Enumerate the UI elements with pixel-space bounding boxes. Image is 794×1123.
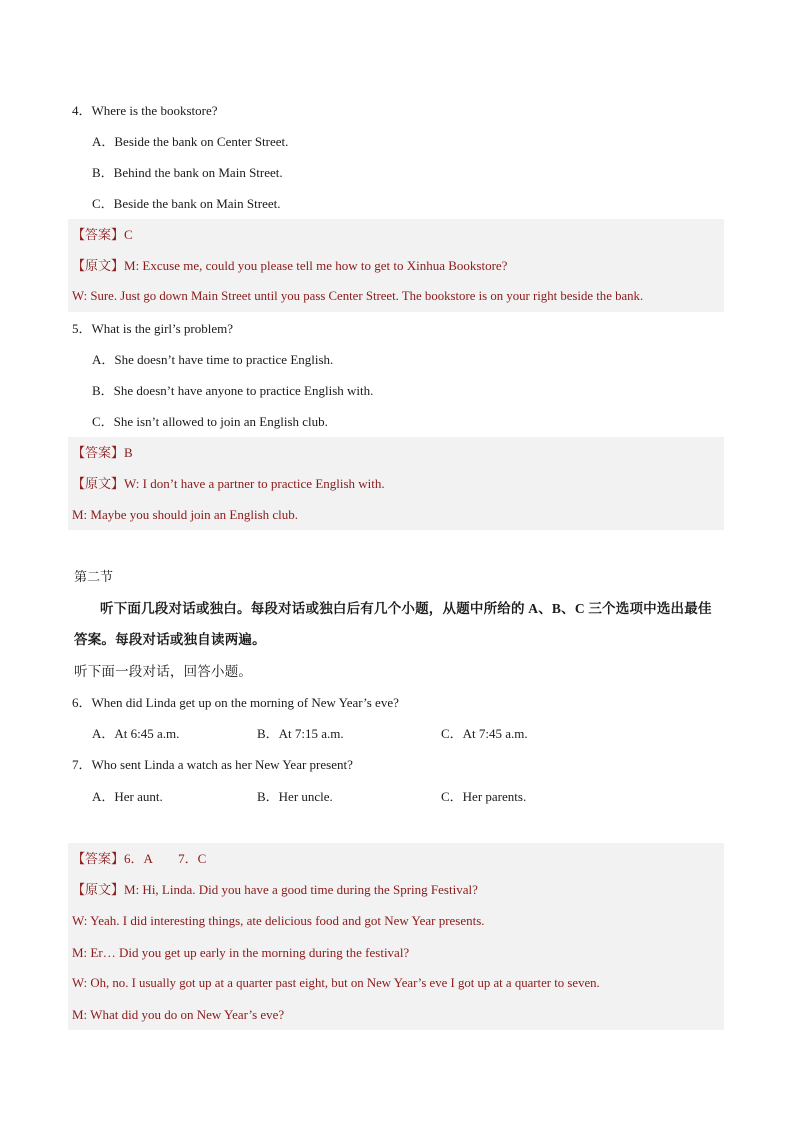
- script-line: W: I don’t have a partner to practice English with.: [124, 476, 385, 491]
- answer-value: B: [124, 445, 133, 460]
- answer-tag: 【答案】: [72, 445, 125, 460]
- dialogue-intro: 听下面一段对话，回答小题。: [74, 664, 253, 679]
- script-tag: 【原文】: [72, 476, 125, 491]
- question-4: 4．Where is the bookstore?: [72, 103, 218, 118]
- q6-option-a: A．At 6:45 a.m.: [92, 726, 180, 741]
- script-tag: 【原文】: [72, 882, 125, 897]
- q4-option-a: A．Beside the bank on Center Street.: [92, 134, 289, 149]
- q4-option-c: C．Beside the bank on Main Street.: [92, 196, 281, 211]
- q4-option-b: B．Behind the bank on Main Street.: [92, 165, 283, 180]
- q5-option-b: B．She doesn’t have anyone to practice English with.: [92, 383, 374, 398]
- script-line: M: Excuse me, could you please tell me how to get to Xinhua Bookstore?: [124, 258, 508, 273]
- section-instructions-1: 听下面几段对话或独白。每段对话或独白后有几个小题，从题中所给的 A、B、C 三个选项中选出最佳: [100, 601, 712, 616]
- script-line: M: Hi, Linda. Did you have a good time during the Spring Festival?: [124, 882, 478, 897]
- q67-script-5: M: What did you do on New Year’s eve?: [72, 1007, 285, 1022]
- answer-value: 6．A 7．C: [124, 851, 207, 866]
- q67-script-3: M: Er… Did you get up early in the morning during the festival?: [72, 945, 410, 960]
- answer-tag: 【答案】: [72, 851, 125, 866]
- q6-option-b: B．At 7:15 a.m.: [257, 726, 344, 741]
- q67-script-2: W: Yeah. I did interesting things, ate delicious food and got New Year presents.: [72, 913, 485, 928]
- q67-answer: [72, 843, 206, 874]
- q67-script-4: W: Oh, no. I usually got up at a quarter past eight, but on New Year’s eve I got up at a quarter to seven.: [72, 976, 600, 990]
- section-title: 第二节: [74, 569, 114, 584]
- answer-tag: 【答案】: [72, 227, 125, 242]
- section-instructions-2: 答案。每段对话或独自读两遍。: [74, 632, 266, 647]
- q7-option-c: C．Her parents.: [441, 789, 527, 804]
- q5-answer: [72, 437, 133, 468]
- q5-script-2: M: Maybe you should join an English club.: [72, 507, 299, 522]
- q67-script-1: [72, 874, 478, 905]
- question-6: 6．When did Linda get up on the morning of New Year’s eve?: [72, 695, 399, 710]
- q4-script-2: W: Sure. Just go down Main Street until you pass Center Street. The bookstore is on your right beside the bank.: [72, 289, 644, 303]
- q5-script-1: [72, 468, 385, 499]
- question-5: 5．What is the girl’s problem?: [72, 321, 234, 336]
- q6-option-c: C．At 7:45 a.m.: [441, 726, 528, 741]
- q7-option-b: B．Her uncle.: [257, 789, 333, 804]
- q5-option-c: C．She isn’t allowed to join an English club.: [92, 414, 328, 429]
- script-tag: 【原文】: [72, 258, 125, 273]
- question-7: 7．Who sent Linda a watch as her New Year present?: [72, 757, 353, 772]
- answer-value: C: [124, 227, 133, 242]
- q7-option-a: A．Her aunt.: [92, 789, 163, 804]
- q4-answer: [72, 219, 133, 250]
- q4-script-1: [72, 250, 507, 281]
- q5-option-a: A．She doesn’t have time to practice English.: [92, 352, 334, 367]
